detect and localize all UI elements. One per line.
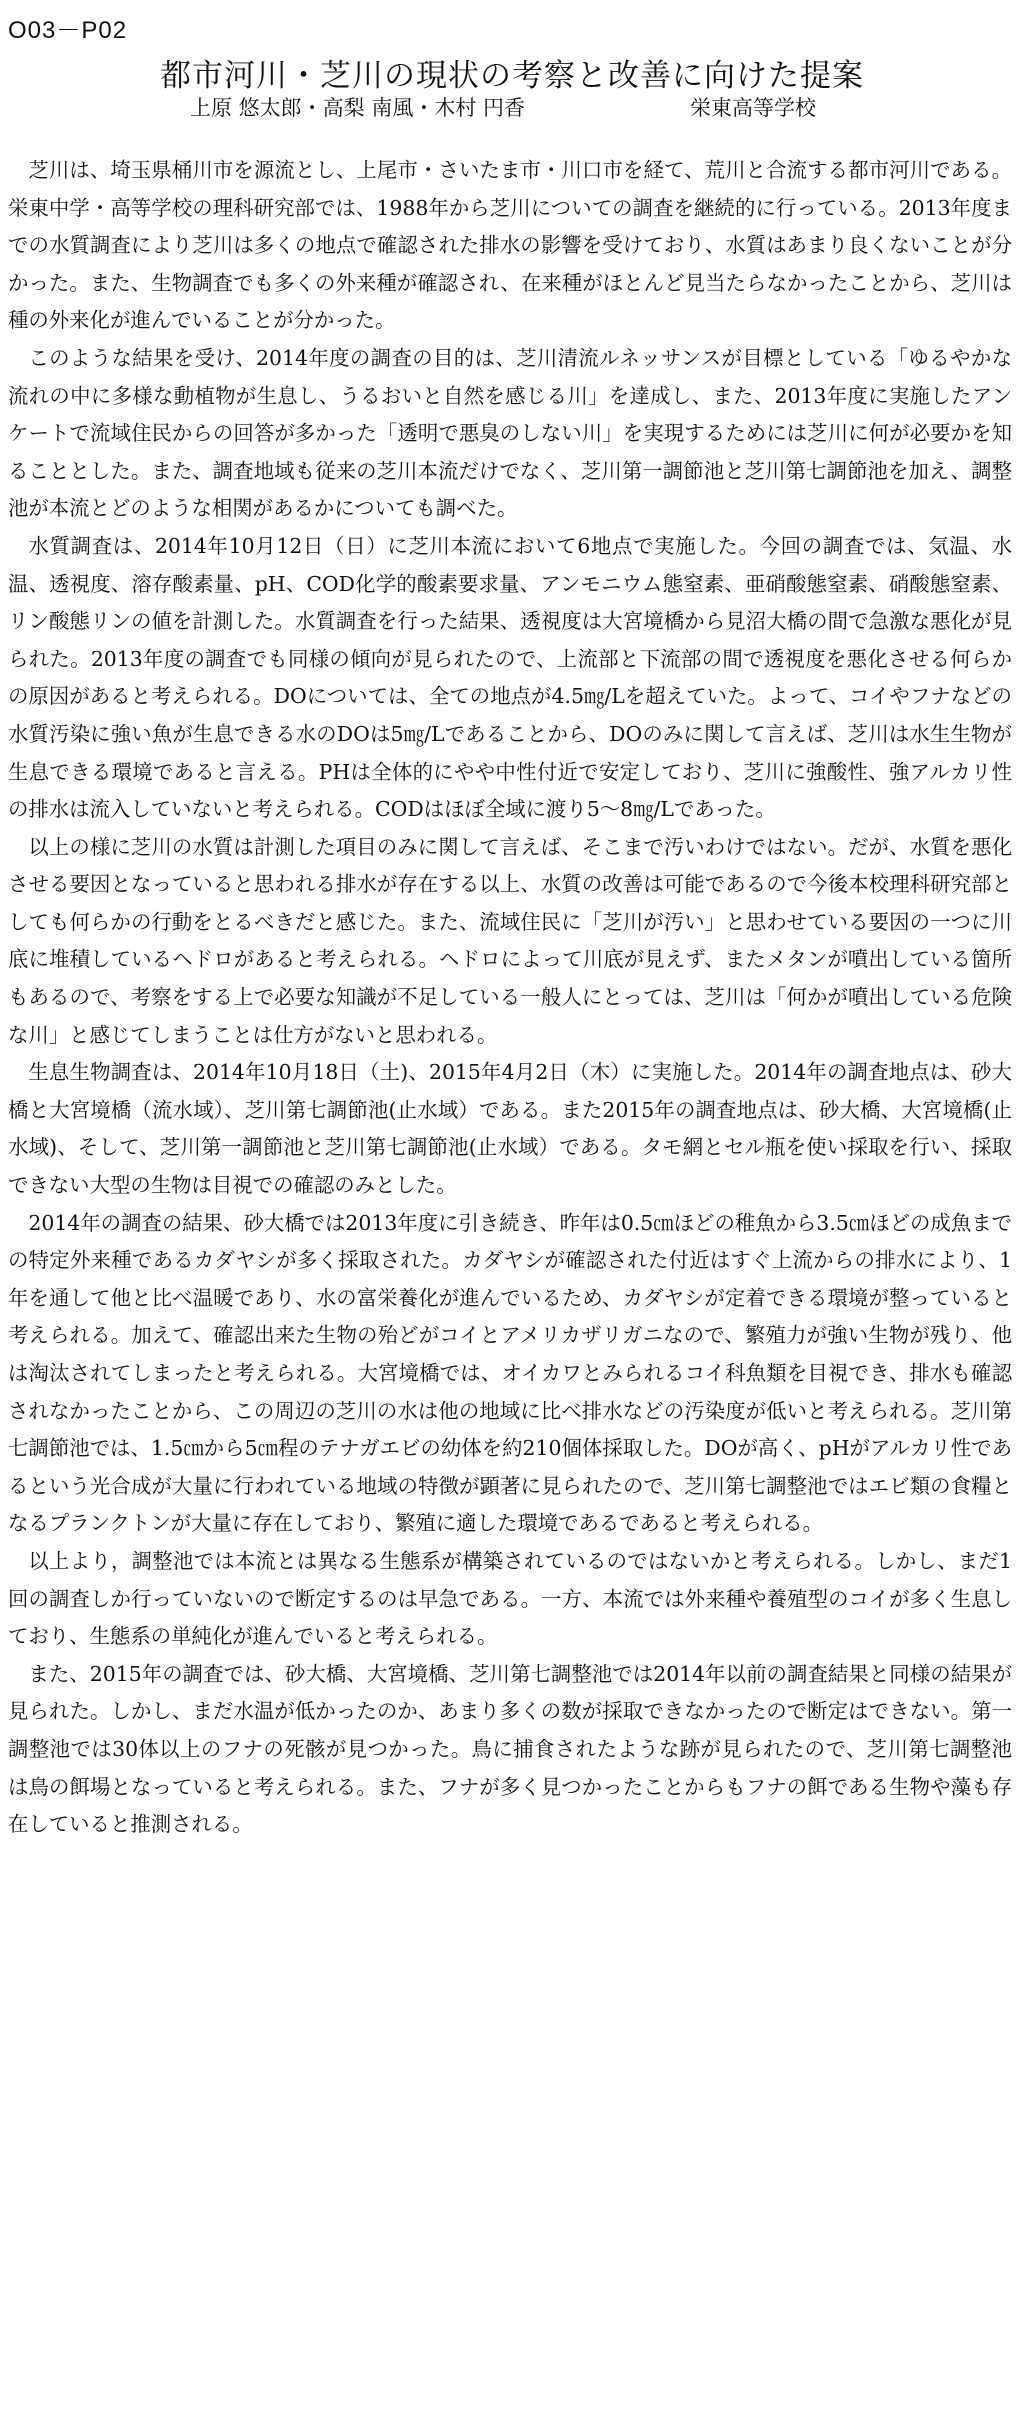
- page-title: 都市河川・芝川の現状の考察と改善に向けた提案: [160, 58, 864, 94]
- paragraph-8: また、2015年の調査では、砂大橋、大宮境橋、芝川第七調整池では2014年以前の調査結果と同様の結果が見られた。しかし、まだ水温が低かったのか、あまり多くの数が採取できなかったので断定はできない。第一調整池では30体以上のフナの死骸が見つかった。鳥に捕食されたような跡が見られたので、芝川第七調整池は鳥の餌場となっていると考えられる。また、フナが多く見つかったことからもフナの餌である生物や藻も存在していると推測される。: [8, 1661, 1012, 1837]
- paragraph-1: 芝川は、埼玉県桶川市を源流とし、上尾市・さいたま市・川口市を経て、荒川と合流する都市河川である。栄東中学・高等学校の理科研究部では、1988年から芝川についての調査を継続的に行っている。2013年度までの水質調査により芝川は多くの地点で確認された排水の影響を受けており、水質はあまり良くないことが分かった。また、生物調査でも多くの外来種が確認され、在来種がほとんど見当たらなかったことから、芝川は種の外来化が進んでいることが分かった。: [8, 158, 1013, 333]
- paragraph-2: このような結果を受け、2014年度の調査の目的は、芝川清流ルネッサンスが目標としている「ゆるやかな流れの中に多様な動植物が生息し、うるおいと自然を感じる川」を達成し、また、2013年度に実施したアンケートで流域住民からの回答が多かった「透明で悪臭のしない川」を実現するためには芝川に何が必要かを知ることとした。また、調査地域も従来の芝川本流だけでなく、芝川第一調節池と芝川第七調節池を加え、調整池が本流とどのような相関があるかについても調べた。: [8, 345, 1012, 521]
- paragraph-5: 生息生物調査は、2014年10月18日（土)、2015年4月2日（木）に実施した。2014年の調査地点は、砂大橋と大宮境橋（流水域）、芝川第七調節池(止水域）である。また2015年の調査地点は、砂大橋、大宮境橋(止水域)、そして、芝川第一調節池と芝川第七調節池(止水域）である。タモ網とセル瓶を使い採取を行い、採取できない大型の生物は目視での確認のみとした。: [8, 1060, 1012, 1198]
- school-name: 栄東高等学校: [690, 96, 816, 120]
- paragraph-6: 2014年の調査の結果、砂大橋では2013年度に引き続き、昨年は0.5㎝ほどの稚魚から3.5㎝ほどの成魚までの特定外来種であるカダヤシが多く採取された。カダヤシが確認された付近はすぐ上流からの排水により、1年を通して他と比べ温暖であり、水の富栄養化が進んでいるため、カダヤシが定着できる環境が整っていると考えられる。加えて、確認出来た生物の殆どがコイとアメリカザリガニなので、繁殖力が強い生物が残り、他は淘汰されてしまったと考えられる。大宮境橋では、オイカワとみられるコイ科魚類を目視でき、排水も確認されなかったことから、この周辺の芝川の水は他の地域に比べ排水などの汚染度が低いと考えられる。芝川第七調節池では、1.5㎝から5㎝程のテナガエビの幼体を約210個体採取した。DOが高く、pHがアルカリ性であるという光合成が大量に行われている地域の特徴が顕著に見られたので、芝川第七調整池ではエビ類の食糧となるプランクトンが大量に存在しており、繁殖に適した環境であるであると考えられる。: [8, 1210, 1012, 1536]
- paragraph-7: 以上より，調整池では本流とは異なる生態系が構築されているのではないかと考えられる。しかし、まだ1回の調査しか行っていないので断定するのは早急である。一方、本流では外来種や養殖型のコイが多く生息しており、生態系の単純化が進んでいると考えられる。: [8, 1548, 1012, 1649]
- author-names: 上原 悠太郎・高梨 南風・木村 円香: [190, 96, 526, 120]
- paragraph-3: 水質調査は、2014年10月12日（日）に芝川本流において6地点で実施した。今回の調査では、気温、水温、透視度、溶存酸素量、pH、COD化学的酸素要求量、アンモニウム態窒素、亜硝酸態窒素、硝酸態窒素、リン酸態リンの値を計測した。水質調査を行った結果、透視度は大宮境橋から見沼大橋の間で急激な悪化が見られた。2013年度の調査でも同様の傾向が見られたので、上流部と下流部の間で透視度を悪化させる何らかの原因があると考えられる。DOについては、全ての地点が4.5㎎/Lを超えていた。よって、コイやフナなどの水質汚染に強い魚が生息できる水のDOは5㎎/Lであることから、DOのみに関して言えば、芝川は水生生物が生息できる環境であると言える。PHは全体的にやや中性付近で安定しており、芝川に強酸性、強アルカリ性の排水は流入していないと考えられる。CODはほぼ全域に渡り5～8㎎/Lであった。: [8, 533, 1012, 822]
- paragraph-4: 以上の様に芝川の水質は計測した項目のみに関して言えば、そこまで汚いわけではない。だが、水質を悪化させる要因となっていると思われる排水が存在する以上、水質の改善は可能であるので今後本校理科研究部としても何らかの行動をとるべきだと感じた。また、流域住民に「芝川が汚い」と思わせている要因の一つに川底に堆積しているヘドロがあると考えられる。ヘドロによって川底が見えず、またメタンが噴出している箇所もあるので、考察をする上で必要な知識が不足している一般人にとっては、芝川は「何かが噴出している危険な川」と感じてしまうことは仕方がないと思われる。: [8, 834, 1012, 1047]
- presentation-code: O03－P02: [8, 17, 128, 44]
- body-text: [8, 152, 1012, 1844]
